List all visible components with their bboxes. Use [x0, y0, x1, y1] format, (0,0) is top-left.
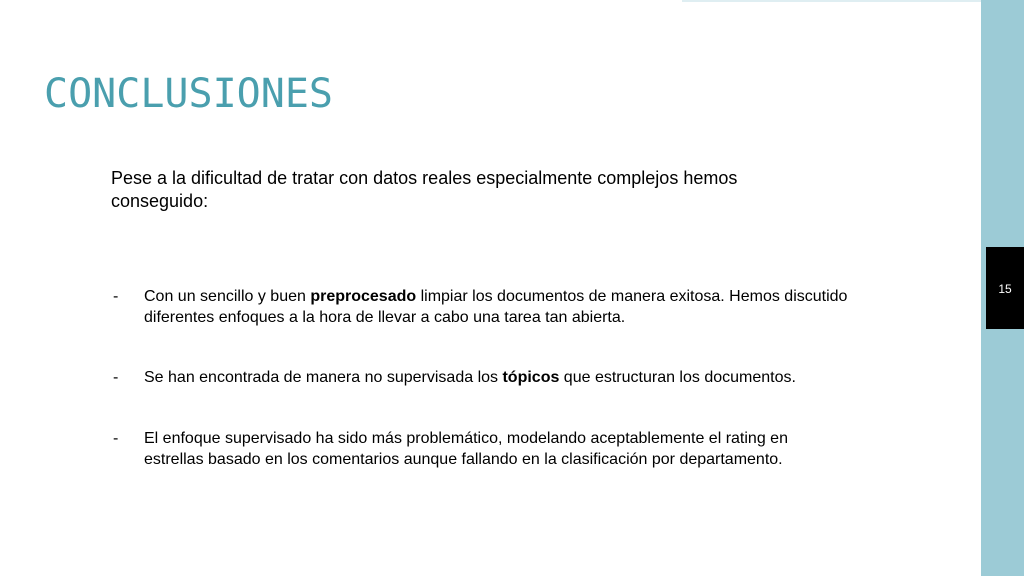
bullet-text-after: que estructuran los documentos. [559, 369, 796, 386]
top-accent-strip [682, 0, 981, 2]
bullet-dash: - [113, 430, 119, 447]
bullet-dash: - [113, 288, 119, 305]
bullet-text-before: Con un sencillo y buen [144, 288, 311, 305]
list-item [111, 428, 851, 470]
bullet-text-before: Se han encontrada de manera no supervisada los [144, 369, 503, 386]
page-number-box [986, 247, 1024, 329]
conclusions-list [111, 286, 851, 470]
bullet-bold-term: preprocesado [310, 288, 417, 305]
bullet-text-before: El enfoque supervisado ha sido más problemático, modelando aceptablemente el rating en estrellas basado en los comentarios aunque fallando en la clasificación por departamento. [144, 430, 788, 468]
bullet-text-after: limpiar los documentos de manera exitosa. Hemos discutido diferentes enfoques a la hora de llevar a cabo una tarea tan abierta. [144, 288, 848, 326]
bullet-bold-term: tópicos [502, 369, 560, 386]
list-item [111, 286, 851, 328]
intro-paragraph: Pese a la dificultad de tratar con datos reales especialmente complejos hemos conseguido: [111, 168, 738, 211]
bullet-dash: - [113, 369, 119, 386]
page-number: 15 [998, 282, 1012, 296]
list-item [111, 367, 851, 388]
slide-title: CONCLUSIONES [44, 71, 333, 117]
